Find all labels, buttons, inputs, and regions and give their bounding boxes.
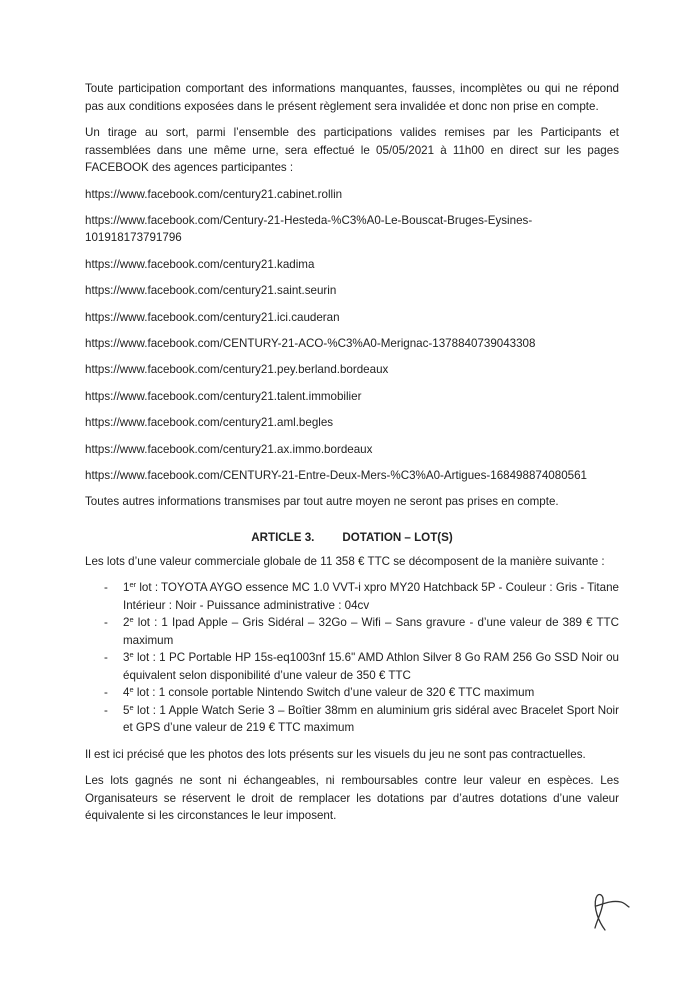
- list-dash: -: [104, 616, 108, 630]
- lot-ordinal-suffix: e: [129, 685, 134, 695]
- facebook-url[interactable]: https://www.facebook.com/century21.ici.cauderan: [85, 310, 340, 324]
- facebook-url[interactable]: https://www.facebook.com/century21.kadima: [85, 257, 315, 271]
- facebook-url[interactable]: https://www.facebook.com/century21.pey.berland.bordeaux: [85, 363, 389, 377]
- article-title: DOTATION – LOT(S): [342, 530, 453, 544]
- facebook-url[interactable]: https://www.facebook.com/CENTURY-21-Entre-Deux-Mers-%C3%A0-Artigues-168498874080561: [85, 468, 587, 482]
- tirage-paragraph: Un tirage au sort, parmi l’ensemble des participations valides remises par les Participants et rassemblées dans une même urne, sera effectué le 05/05/2021 à 11h00 en direct sur les pages FACEBOOK des agences participantes :: [85, 126, 619, 174]
- photos-note-paragraph: Il est ici précisé que les photos des lots présents sur les visuels du jeu ne sont pas contractuelles.: [85, 747, 586, 761]
- lot-number: 2: [123, 616, 130, 630]
- facebook-url[interactable]: https://www.facebook.com/Century-21-Hesteda-%C3%A0-Le-Bouscat-Bruges-Eysines-101918173791796: [85, 213, 533, 245]
- lot-item: [85, 684, 619, 702]
- facebook-url[interactable]: https://www.facebook.com/CENTURY-21-ACO-%C3%A0-Merignac-1378840739043308: [85, 336, 536, 350]
- lot-ordinal-suffix: e: [129, 702, 134, 712]
- other-info-paragraph: Toutes autres informations transmises par tout autre moyen ne seront pas prises en compte.: [85, 495, 559, 509]
- article-heading: [85, 531, 619, 544]
- list-dash: -: [104, 703, 108, 717]
- lot-item: [85, 614, 619, 649]
- lot-description: lot : TOYOTA AYGO essence MC 1.0 VVT-i xpro MY20 Hatchback 5P - Couleur : Gris - Titane Intérieur : Noir - Puissance administrative : 04cv: [123, 581, 619, 612]
- list-dash: -: [104, 686, 108, 700]
- lot-number: 4: [123, 686, 130, 700]
- lot-description: lot : 1 PC Portable HP 15s-eq1003nf 15.6" AMD Athlon Silver 8 Go RAM 256 Go SSD Noir ou équivalent selon disponibilité d’une valeur de 350 € TTC: [123, 651, 619, 682]
- lot-ordinal-suffix: er: [129, 580, 137, 590]
- signature-initials: [585, 888, 635, 933]
- exchange-note-paragraph: Les lots gagnés ne sont ni échangeables, ni remboursables contre leur valeur en espèces. Les Organisateurs se réservent le droit de remplacer les dotations par d’autres dotations d’une valeur équivalente si les circonstances le leur imposent.: [85, 774, 619, 823]
- lot-description: lot : 1 Ipad Apple – Gris Sidéral – 32Go – Wifi – Sans gravure - d’une valeur de 389 € TTC maximum: [123, 616, 619, 647]
- lot-item: [85, 649, 619, 684]
- lot-number: 3: [123, 651, 130, 665]
- lots-intro-paragraph: Les lots d’une valeur commerciale globale de 11 358 € TTC se décomposent de la manière suivante :: [85, 554, 605, 568]
- lot-number: 5: [123, 703, 130, 717]
- document-page: [85, 80, 619, 825]
- lot-description: lot : 1 console portable Nintendo Switch d’une valeur de 320 € TTC maximum: [133, 686, 535, 700]
- lot-item: [85, 579, 619, 614]
- list-dash: -: [104, 651, 108, 665]
- intro-paragraph: Toute participation comportant des informations manquantes, fausses, incomplètes ou qui ne répond pas aux conditions exposées dans le présent règlement sera invalidée et donc non prise en compte.: [85, 82, 619, 113]
- lot-number: 1: [123, 581, 130, 595]
- lots-list: [85, 579, 619, 737]
- article-number: ARTICLE 3.: [251, 530, 315, 544]
- facebook-url[interactable]: https://www.facebook.com/century21.cabinet.rollin: [85, 187, 343, 201]
- lot-ordinal-suffix: e: [129, 650, 134, 660]
- facebook-url[interactable]: https://www.facebook.com/century21.ax.immo.bordeaux: [85, 442, 373, 456]
- facebook-url[interactable]: https://www.facebook.com/century21.aml.begles: [85, 416, 334, 430]
- lot-item: [85, 702, 619, 737]
- lot-description: lot : 1 Apple Watch Serie 3 – Boîtier 38mm en aluminium gris sidéral avec Bracelet Sport Noir et GPS d’une valeur de 219 € TTC maximum: [123, 703, 619, 735]
- list-dash: -: [104, 581, 108, 595]
- lot-ordinal-suffix: e: [129, 615, 134, 625]
- facebook-url[interactable]: https://www.facebook.com/century21.saint.seurin: [85, 284, 337, 298]
- facebook-url-list: [85, 186, 619, 485]
- facebook-url[interactable]: https://www.facebook.com/century21.talent.immobilier: [85, 389, 362, 403]
